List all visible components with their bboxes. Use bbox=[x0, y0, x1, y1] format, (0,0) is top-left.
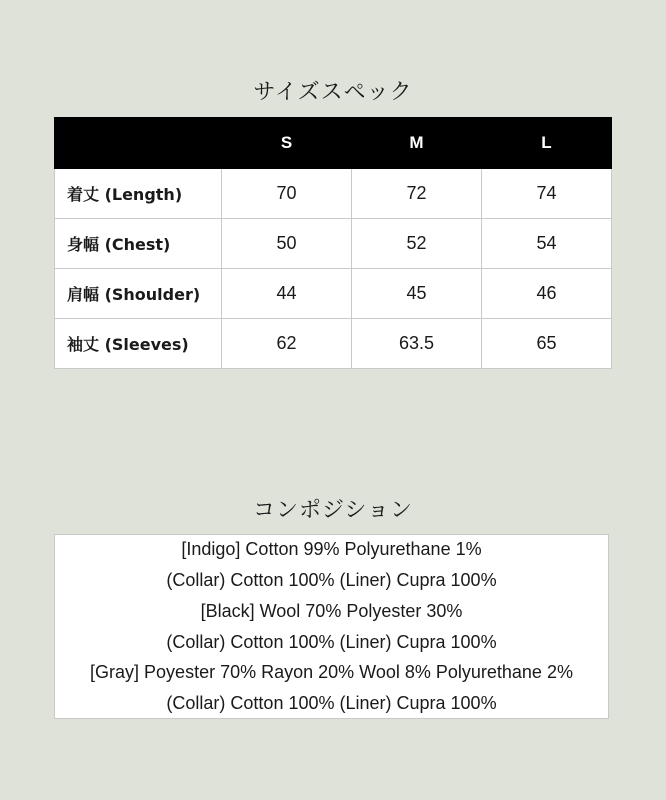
cell-sleeves-l: 65 bbox=[482, 319, 612, 369]
cell-shoulder-s: 44 bbox=[222, 269, 352, 319]
cell-chest-s: 50 bbox=[222, 219, 352, 269]
table-row bbox=[55, 269, 612, 319]
composition-line-gray: [Gray] Poyester 70% Rayon 20% Wool 8% Polyurethane 2% bbox=[90, 662, 573, 683]
composition-line-black-collar: (Collar) Cotton 100% (Liner) Cupra 100% bbox=[166, 631, 497, 652]
cell-length-s: 70 bbox=[222, 169, 352, 219]
cell-length-l: 74 bbox=[482, 169, 612, 219]
size-header-row bbox=[55, 118, 612, 169]
cell-length-m: 72 bbox=[352, 169, 482, 219]
composition-line-indigo: [Indigo] Cotton 99% Polyurethane 1% bbox=[181, 539, 482, 560]
table-row bbox=[55, 319, 612, 369]
composition-title: コンポジション bbox=[252, 498, 413, 523]
composition-box bbox=[54, 534, 609, 719]
row-label-chest: 身幅 (Chest) bbox=[55, 219, 222, 269]
cell-chest-m: 52 bbox=[352, 219, 482, 269]
row-label-length: 着丈 (Length) bbox=[55, 169, 222, 219]
cell-chest-l: 54 bbox=[482, 219, 612, 269]
composition-line-black: [Black] Wool 70% Polyester 30% bbox=[200, 600, 463, 621]
header-cell-l: L bbox=[482, 118, 612, 169]
composition-line-indigo-collar: (Collar) Cotton 100% (Liner) Cupra 100% bbox=[166, 569, 497, 590]
cell-sleeves-m: 63.5 bbox=[352, 319, 482, 369]
cell-sleeves-s: 62 bbox=[222, 319, 352, 369]
cell-shoulder-m: 45 bbox=[352, 269, 482, 319]
table-row bbox=[55, 219, 612, 269]
size-spec-table bbox=[54, 117, 612, 369]
header-cell-empty bbox=[55, 118, 222, 169]
row-label-shoulder: 肩幅 (Shoulder) bbox=[55, 269, 222, 319]
header-cell-m: M bbox=[352, 118, 482, 169]
size-spec-title: サイズスペック bbox=[253, 80, 413, 105]
composition-line-gray-collar: (Collar) Cotton 100% (Liner) Cupra 100% bbox=[166, 693, 497, 714]
table-row bbox=[55, 169, 612, 219]
header-cell-s: S bbox=[222, 118, 352, 169]
row-label-sleeves: 袖丈 (Sleeves) bbox=[55, 319, 222, 369]
cell-shoulder-l: 46 bbox=[482, 269, 612, 319]
